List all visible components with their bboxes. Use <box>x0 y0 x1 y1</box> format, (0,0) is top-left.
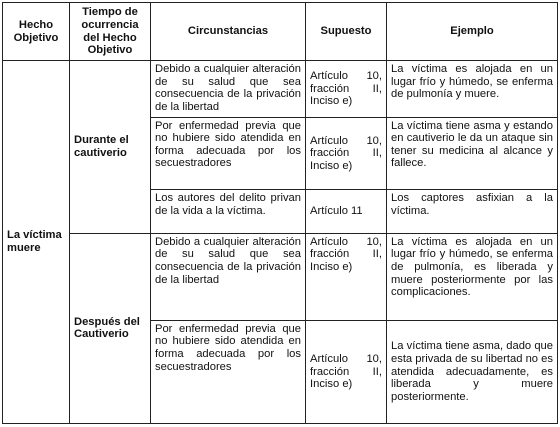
ejemplo-cell: La víctima tiene asma, dado que esta privada de su libertad no es atendida adecuadamente, es liberada y muere posteriormente. <box>387 320 558 423</box>
supuesto-cell: Artículo 10, fracción II, Inciso e) <box>306 233 387 320</box>
header-ejemplo: Ejemplo <box>387 3 558 61</box>
legal-table <box>2 2 558 424</box>
table-row <box>3 61 558 118</box>
tiempo-durante-cell: Durante el cautiverio <box>70 61 151 234</box>
tiempo-despues-cell: Después del Cautiverio <box>70 233 151 423</box>
ejemplo-cell: La víctima tiene asma y estando en cautiverio le da un ataque sin tener su medicina al alcance y fallece. <box>387 117 558 190</box>
supuesto-cell: Artículo 10, fracción II, Inciso e) <box>306 61 387 118</box>
supuesto-cell: Artículo 10, fracción II, Inciso e) <box>306 320 387 423</box>
supuesto-cell: Artículo 11 <box>306 190 387 233</box>
header-row <box>3 3 558 61</box>
ejemplo-cell: Los captores asfixian a la víctima. <box>387 190 558 233</box>
circunstancia-cell: Debido a cualquier alteración de su salud que sea consecuencia de la privación de la libertad <box>151 233 306 320</box>
ejemplo-cell: La víctima es alojada en un lugar frío y húmedo, se enferma de pulmonía y muere. <box>387 61 558 118</box>
ejemplo-cell: La víctima es alojada en un lugar frío y húmedo, se enferma de pulmonía, es liberada y muere posteriormente por las complicaciones. <box>387 233 558 320</box>
circunstancia-cell: Los autores del delito privan de la vida a la víctima. <box>151 190 306 233</box>
circunstancia-cell: Por enfermedad previa que no hubiere sido atendida en forma adecuada por los secuestradores <box>151 320 306 423</box>
supuesto-cell: Artículo 10, fracción II, Inciso e) <box>306 117 387 190</box>
header-tiempo: Tiempo de ocurrencia del Hecho Objetivo <box>70 3 151 61</box>
header-hecho-objetivo: Hecho Objetivo <box>3 3 70 61</box>
circunstancia-cell: Por enfermedad previa que no hubiere sido atendida en forma adecuada por los secuestradores <box>151 117 306 190</box>
hecho-objetivo-cell: La víctima muere <box>3 61 70 424</box>
table-row <box>3 233 558 320</box>
header-supuesto: Supuesto <box>306 3 387 61</box>
circunstancia-cell: Debido a cualquier alteración de su salud que sea consecuencia de la privación de la libertad <box>151 61 306 118</box>
header-circunstancias: Circunstancias <box>151 3 306 61</box>
